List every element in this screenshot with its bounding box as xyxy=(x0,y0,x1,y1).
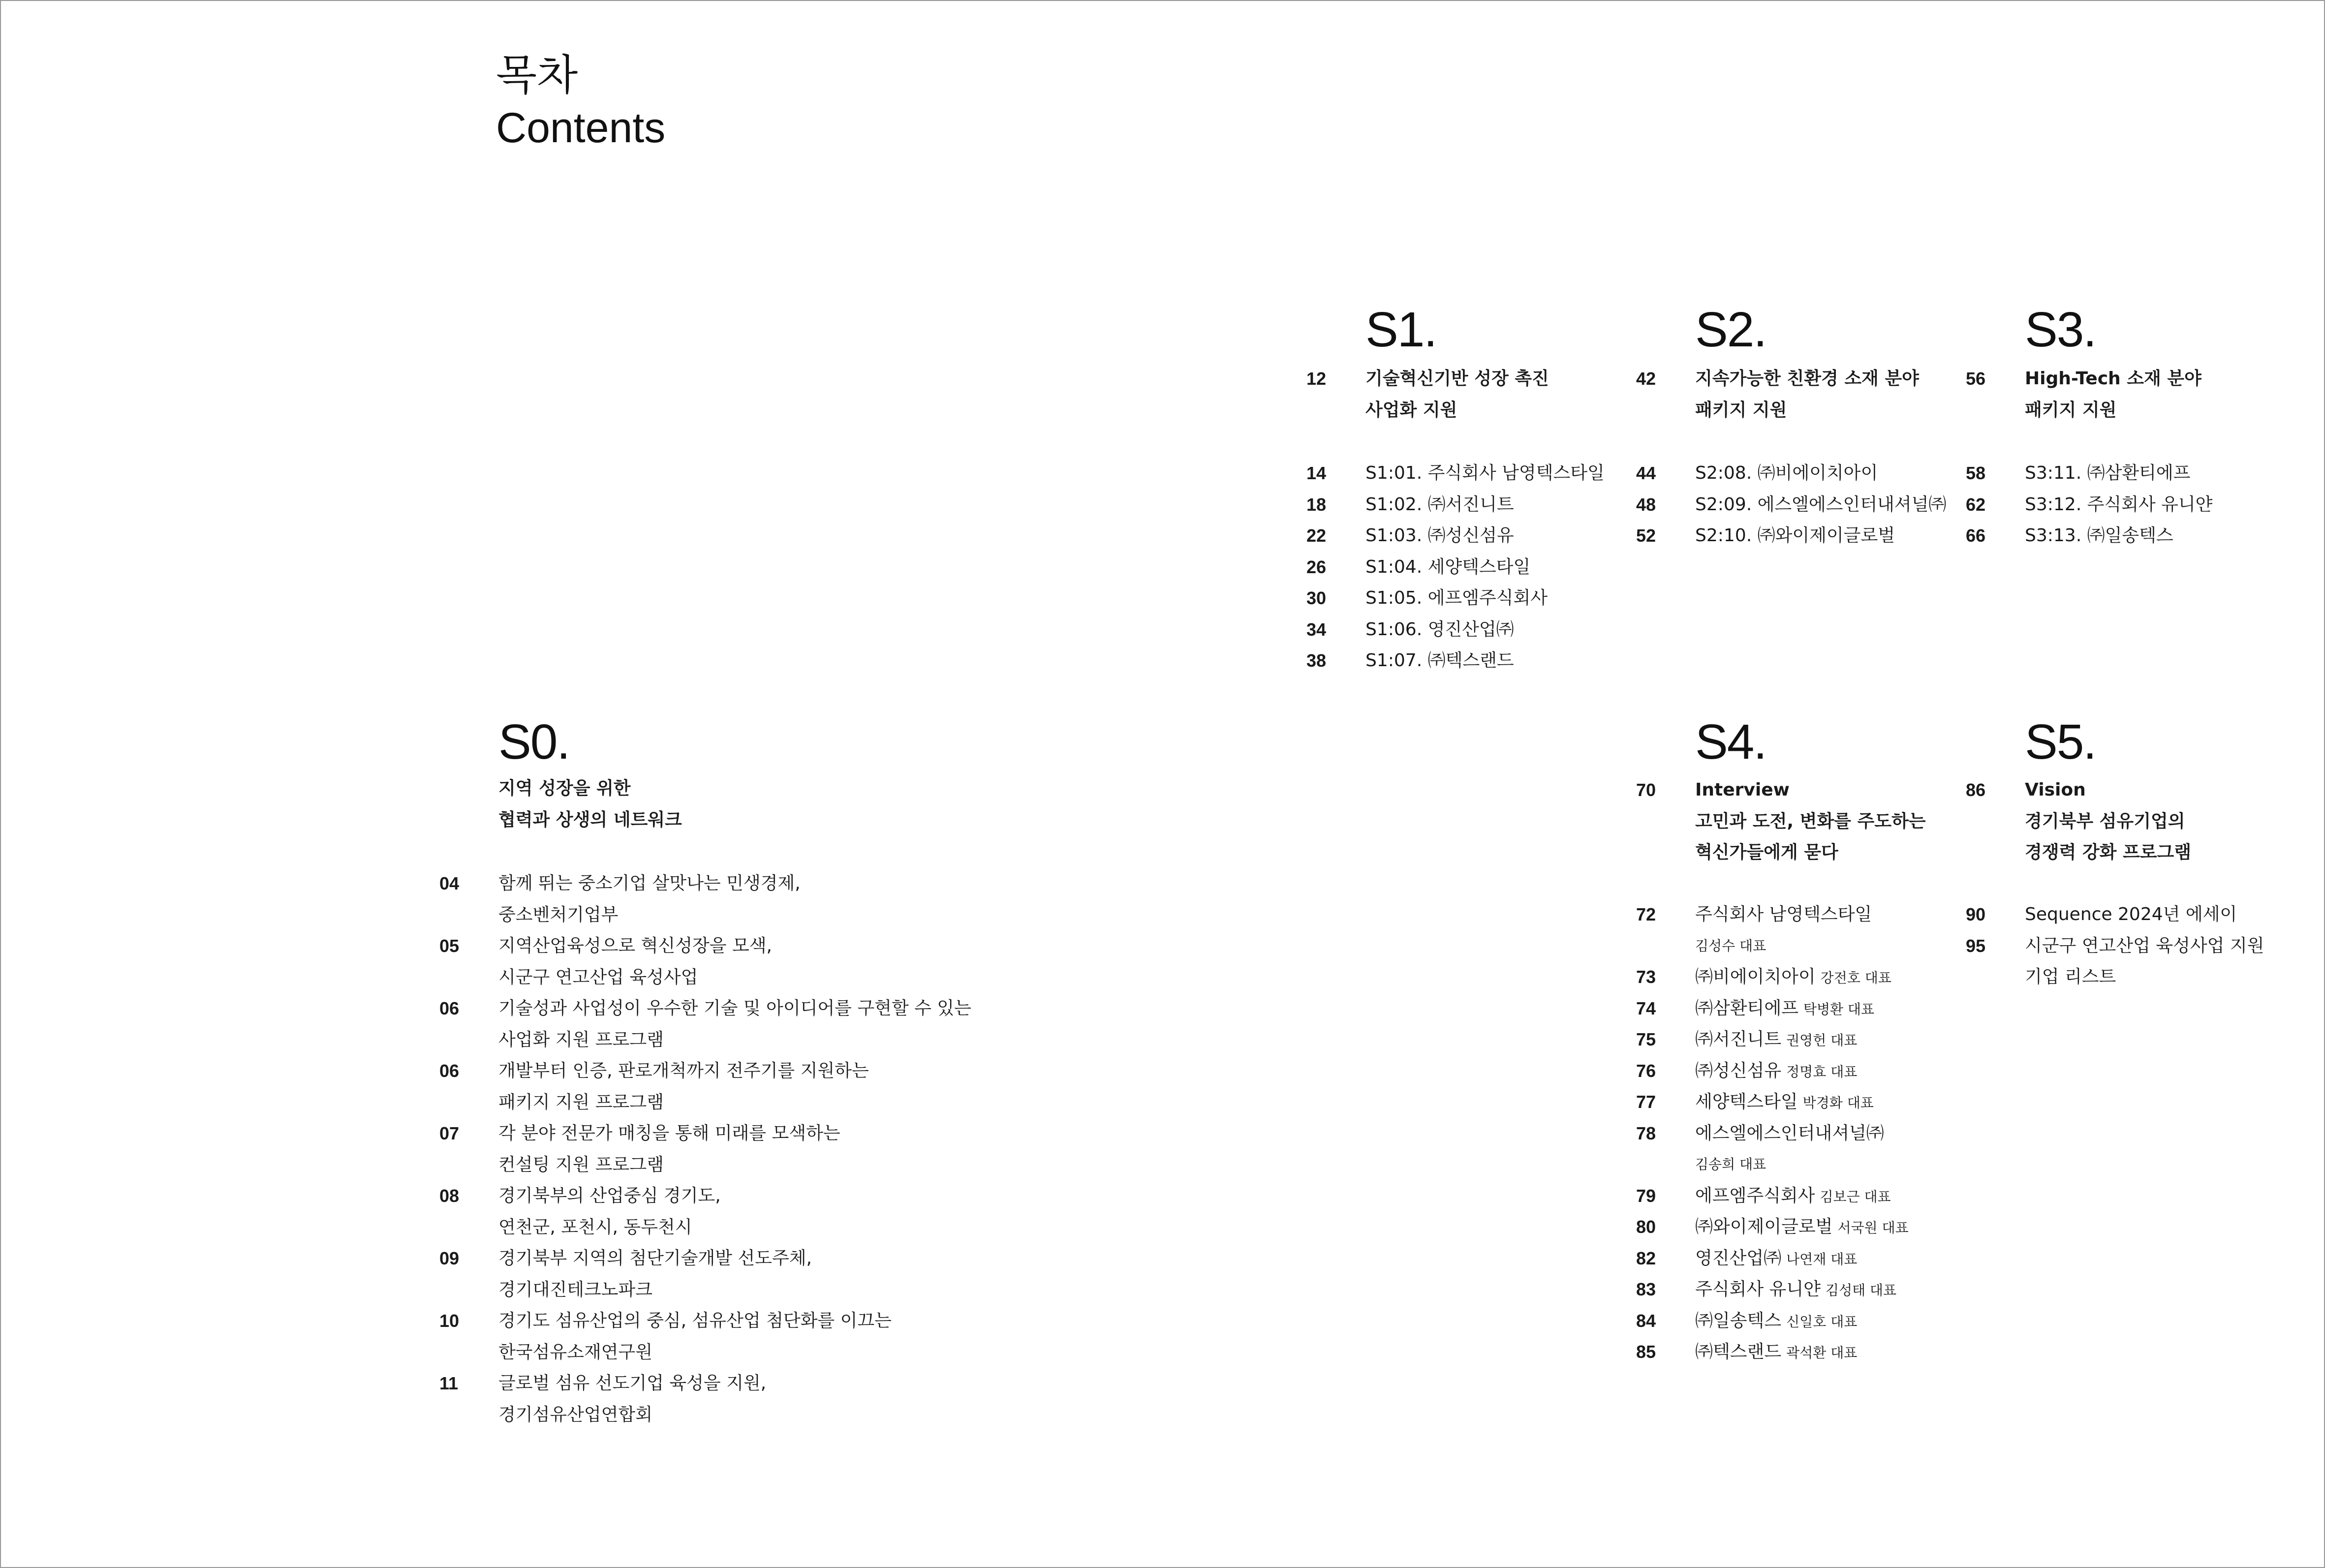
toc-entry-representative: 김보근 대표 xyxy=(1820,1188,1891,1205)
section-title-line xyxy=(1636,395,1981,426)
toc-entry-label: 경기북부의 산업중심 경기도, xyxy=(498,1186,721,1206)
toc-entry-text xyxy=(1365,645,1514,676)
section-title-text: 패키지 지원 xyxy=(2025,400,2117,420)
toc-entry[interactable] xyxy=(1306,645,1848,676)
toc-entry[interactable] xyxy=(1966,458,2325,489)
toc-page-number: 48 xyxy=(1636,494,1656,515)
section-items xyxy=(1966,899,2325,993)
toc-page-number: 74 xyxy=(1636,998,1656,1018)
toc-entry[interactable] xyxy=(1966,899,2325,930)
section-items xyxy=(1966,458,2325,552)
toc-entry-text xyxy=(2025,961,2116,993)
toc-entry-label: ㈜삼환티에프 xyxy=(1695,998,1798,1018)
toc-entry-label: 세양텍스타일 xyxy=(1695,1092,1798,1112)
toc-entry-text xyxy=(1695,1055,1857,1088)
toc-entry[interactable] xyxy=(1636,1180,2177,1212)
section-title-text: 지속가능한 친환경 소재 분야 xyxy=(1695,369,1919,389)
toc-page-number: 84 xyxy=(1636,1310,1656,1331)
toc-entry-representative: 강전호 대표 xyxy=(1820,970,1891,986)
toc-entry-text xyxy=(498,1118,840,1149)
toc-entry-label: 함께 뛰는 중소기업 살맛나는 민생경제, xyxy=(498,873,801,893)
toc-entry-representative: 권영헌 대표 xyxy=(1786,1032,1858,1048)
toc-page-number: 14 xyxy=(1306,463,1327,483)
toc-entry[interactable] xyxy=(1306,583,1848,614)
toc-entry-text xyxy=(1695,993,1874,1025)
toc-page-number: 80 xyxy=(1636,1217,1656,1237)
toc-page-number: 82 xyxy=(1636,1248,1656,1268)
toc-entry-text xyxy=(1365,552,1530,583)
toc-entry-label: 영진산업㈜ xyxy=(1695,1248,1782,1268)
toc-entry[interactable] xyxy=(1636,1336,2177,1368)
toc-entry[interactable] xyxy=(1636,1274,2177,1305)
toc-entry-text xyxy=(1695,1274,1896,1306)
section-title-line xyxy=(1306,395,1651,426)
toc-page-number: 66 xyxy=(1966,525,1986,546)
toc-entry[interactable] xyxy=(1636,1118,2177,1149)
toc-entry-text xyxy=(2025,458,2190,489)
toc-entry-text xyxy=(498,1212,692,1243)
toc-entry[interactable] xyxy=(1636,1055,2177,1087)
toc-entry[interactable] xyxy=(1306,614,1848,646)
section-heading: S3. xyxy=(2025,302,2096,357)
toc-page-number: 06 xyxy=(439,1061,460,1081)
toc-entry-label: S1:02. ㈜서진니트 xyxy=(1365,494,1514,515)
toc-entry-text xyxy=(2025,899,2237,930)
toc-entry[interactable] xyxy=(439,1243,981,1274)
toc-entry-text xyxy=(1695,1118,1884,1149)
toc-entry-representative: 김송희 대표 xyxy=(1695,1156,1767,1172)
toc-entry-text xyxy=(1365,458,1605,489)
toc-entry-continuation[interactable] xyxy=(439,1087,981,1118)
section-title xyxy=(1306,363,1651,426)
toc-entry-label: ㈜성신섬유 xyxy=(1695,1060,1782,1081)
toc-entry-continuation[interactable] xyxy=(439,1399,981,1431)
toc-entry-text xyxy=(1695,1211,1909,1244)
toc-entry[interactable] xyxy=(1966,489,2325,521)
toc-entry-label: 각 분야 전문가 매칭을 통해 미래를 모색하는 xyxy=(498,1123,840,1143)
toc-entry-label: 주식회사 남영텍스타일 xyxy=(1695,904,1872,924)
section-page-number: 42 xyxy=(1636,369,1656,389)
section-title-text: High-Tech 소재 분야 xyxy=(2025,369,2201,389)
section-title-line xyxy=(439,773,784,804)
toc-entry-text xyxy=(1365,583,1548,614)
title-korean: 목차 xyxy=(496,52,578,99)
section-heading: S2. xyxy=(1695,302,1767,357)
section-title-line xyxy=(1966,774,2310,806)
section-title-text: 협력과 상생의 네트워크 xyxy=(498,809,682,830)
section-page-number: 56 xyxy=(1966,369,1986,389)
toc-entry[interactable] xyxy=(1636,1024,2177,1055)
toc-entry-text xyxy=(2025,930,2264,962)
toc-entry-label: 한국섬유소재연구원 xyxy=(498,1342,652,1362)
toc-entry-representative: 탁병환 대표 xyxy=(1803,1001,1875,1017)
section-title-line xyxy=(439,804,784,836)
toc-entry[interactable] xyxy=(439,993,981,1024)
toc-entry-text xyxy=(1695,1243,1857,1275)
toc-entry-label: 지역산업육성으로 혁신성장을 모색, xyxy=(498,936,772,956)
toc-entry-label: 시군구 연고산업 육성사업 xyxy=(498,967,698,987)
toc-page-number: 85 xyxy=(1636,1342,1656,1362)
toc-entry[interactable] xyxy=(1636,1305,2177,1337)
toc-entry[interactable] xyxy=(439,1180,981,1212)
toc-page-number: 09 xyxy=(439,1248,460,1268)
toc-entry-text xyxy=(498,993,971,1024)
toc-entry-label: Sequence 2024년 에세이 xyxy=(2025,904,2237,924)
page-title xyxy=(496,49,665,154)
toc-entry-text xyxy=(1365,614,1514,646)
toc-entry-text xyxy=(1695,489,1946,521)
toc-entry-label: ㈜텍스랜드 xyxy=(1695,1342,1782,1362)
toc-entry-label: 개발부터 인증, 판로개척까지 전주기를 지원하는 xyxy=(498,1061,869,1081)
section-title xyxy=(1636,774,1981,868)
toc-entry-representative: 나연재 대표 xyxy=(1786,1251,1858,1267)
toc-page-number: 75 xyxy=(1636,1029,1656,1049)
toc-entry[interactable] xyxy=(1636,993,2177,1024)
section-title-text: 기술혁신기반 성장 촉진 xyxy=(1365,369,1549,389)
toc-entry[interactable] xyxy=(1966,930,2325,962)
toc-entry-text xyxy=(498,1055,869,1087)
toc-entry-label: ㈜비에이치아이 xyxy=(1695,967,1816,987)
toc-entry-continuation[interactable] xyxy=(439,1212,981,1243)
toc-entry-text xyxy=(498,1305,892,1337)
toc-page-number: 62 xyxy=(1966,494,1986,515)
section-page-number: 12 xyxy=(1306,369,1327,389)
toc-page-number: 05 xyxy=(439,936,460,956)
toc-page-number: 26 xyxy=(1306,556,1327,577)
toc-page-number: 83 xyxy=(1636,1279,1656,1299)
toc-entry-text xyxy=(2025,520,2173,552)
section-title xyxy=(439,773,784,835)
toc-entry[interactable] xyxy=(1966,520,2325,552)
section-items xyxy=(439,868,981,1430)
toc-entry-label: ㈜서진니트 xyxy=(1695,1029,1782,1049)
toc-entry-text xyxy=(498,962,698,993)
toc-entry-continuation[interactable] xyxy=(439,1274,981,1306)
toc-entry-text xyxy=(498,1368,766,1399)
toc-entry-label: 주식회사 유니얀 xyxy=(1695,1279,1821,1299)
section-title-text: Vision xyxy=(2025,780,2086,800)
toc-entry-label: 패키지 지원 프로그램 xyxy=(498,1092,664,1112)
toc-entry-text xyxy=(1695,1305,1857,1338)
toc-entry-label: S1:01. 주식회사 남영텍스타일 xyxy=(1365,463,1605,483)
toc-entry-label: 경기도 섬유산업의 중심, 섬유산업 첨단화를 이끄는 xyxy=(498,1311,892,1331)
toc-entry[interactable] xyxy=(1636,1086,2177,1118)
toc-page-number: 38 xyxy=(1306,650,1327,671)
toc-entry-text xyxy=(1365,520,1514,552)
toc-entry-text xyxy=(1695,899,1872,930)
toc-entry-continuation xyxy=(1636,1149,2177,1180)
toc-entry-label: S1:03. ㈜성신섬유 xyxy=(1365,525,1514,546)
section-title-line xyxy=(1636,837,1981,868)
section-title-text: 혁신가들에게 묻다 xyxy=(1695,842,1838,862)
toc-entry[interactable] xyxy=(439,930,981,962)
toc-entry-continuation[interactable] xyxy=(439,1337,981,1368)
section-title-text: 사업화 지원 xyxy=(1365,400,1457,420)
section-heading: S4. xyxy=(1695,714,1767,769)
toc-entry-text xyxy=(498,1337,652,1368)
section-heading: S1. xyxy=(1365,302,1437,357)
toc-page-number: 52 xyxy=(1636,525,1656,546)
toc-entry-label: S3:12. 주식회사 유니얀 xyxy=(2025,494,2213,515)
toc-entry-text xyxy=(1695,1024,1857,1056)
toc-entry[interactable] xyxy=(439,1055,981,1087)
toc-entry-continuation[interactable] xyxy=(1966,961,2325,993)
toc-entry-label: 에프엠주식회사 xyxy=(1695,1185,1815,1206)
toc-page-number: 95 xyxy=(1966,935,1986,956)
toc-entry-text xyxy=(2025,489,2212,521)
toc-entry-label: 시군구 연고산업 육성사업 지원 xyxy=(2025,935,2264,956)
toc-entry-text xyxy=(498,899,618,931)
toc-entry-label: 컨설팅 지원 프로그램 xyxy=(498,1154,664,1175)
toc-entry-text xyxy=(1695,520,1895,552)
section-title-line xyxy=(1306,363,1651,395)
toc-entry[interactable] xyxy=(1306,552,1848,583)
toc-entry-text xyxy=(1695,1336,1857,1369)
toc-page-number: 34 xyxy=(1306,619,1327,640)
section-heading: S0. xyxy=(498,714,570,769)
toc-entry-text xyxy=(498,868,801,899)
section-title-text: 경쟁력 강화 프로그램 xyxy=(2025,842,2192,862)
toc-page-number: 10 xyxy=(439,1311,460,1331)
section-title xyxy=(1636,363,1981,426)
toc-entry-label: 사업화 지원 프로그램 xyxy=(498,1029,664,1050)
toc-entry-text xyxy=(1695,1180,1891,1213)
section-title-text: 패키지 지원 xyxy=(1695,400,1787,420)
toc-entry-text xyxy=(1695,458,1878,489)
toc-entry-text xyxy=(1365,489,1514,521)
toc-page-number: 72 xyxy=(1636,904,1656,924)
toc-page-number: 04 xyxy=(439,873,460,893)
section-title-text: 고민과 도전, 변화를 주도하는 xyxy=(1695,811,1926,831)
title-english: Contents xyxy=(496,104,666,152)
toc-page-number: 22 xyxy=(1306,525,1327,546)
toc-entry-label: S1:05. 에프엠주식회사 xyxy=(1365,588,1548,608)
toc-page-number: 78 xyxy=(1636,1123,1656,1143)
toc-page-number: 79 xyxy=(1636,1185,1656,1206)
section-title xyxy=(1966,774,2310,868)
toc-entry-label: S2:09. 에스엘에스인터내셔널㈜ xyxy=(1695,494,1947,515)
toc-entry-label: ㈜와이제이글로벌 xyxy=(1695,1217,1833,1237)
toc-page-number: 76 xyxy=(1636,1060,1656,1081)
section-page-number: 86 xyxy=(1966,780,1986,800)
toc-entry[interactable] xyxy=(439,1305,981,1337)
toc-entry-label: 기업 리스트 xyxy=(2025,967,2116,987)
toc-page-number: 18 xyxy=(1306,494,1327,515)
toc-page-number: 58 xyxy=(1966,463,1986,483)
toc-page-number: 77 xyxy=(1636,1092,1656,1112)
section-title-line xyxy=(1966,363,2310,395)
toc-entry-representative: 박경화 대표 xyxy=(1802,1095,1874,1111)
toc-entry-text xyxy=(1695,1086,1874,1119)
toc-entry-label: 경기대진테크노파크 xyxy=(498,1279,652,1300)
toc-entry-representative: 신일호 대표 xyxy=(1786,1313,1858,1330)
toc-entry-label: S3:13. ㈜일송텍스 xyxy=(2025,525,2173,546)
section-title-line xyxy=(1636,774,1981,806)
toc-entry-label: S1:07. ㈜텍스랜드 xyxy=(1365,650,1514,671)
toc-entry-label: S1:04. 세양텍스타일 xyxy=(1365,556,1531,577)
toc-entry[interactable] xyxy=(439,1118,981,1149)
toc-entry-text xyxy=(498,1274,652,1306)
toc-page-number: 90 xyxy=(1966,904,1986,924)
section-title-text: 지역 성장을 위한 xyxy=(498,778,631,799)
toc-entry-continuation[interactable] xyxy=(439,1024,981,1056)
toc-entry[interactable] xyxy=(439,1368,981,1399)
section-title-line xyxy=(1636,806,1981,837)
section-title-text: 경기북부 섬유기업의 xyxy=(2025,811,2185,831)
toc-entry-representative: 곽석환 대표 xyxy=(1786,1345,1858,1361)
toc-entry-label: ㈜일송텍스 xyxy=(1695,1310,1782,1331)
section-title xyxy=(1966,363,2310,426)
section-page-number: 70 xyxy=(1636,780,1656,800)
section-title-line xyxy=(1966,806,2310,837)
toc-entry-label: S2:10. ㈜와이제이글로벌 xyxy=(1695,525,1895,546)
toc-entry-continuation[interactable] xyxy=(439,962,981,993)
toc-entry-label: S3:11. ㈜삼환티에프 xyxy=(2025,463,2191,483)
toc-entry-text xyxy=(498,1399,652,1431)
toc-entry-text xyxy=(498,1180,721,1212)
toc-entry-representative: 정명효 대표 xyxy=(1786,1063,1858,1080)
toc-entry-representative: 김성태 대표 xyxy=(1825,1282,1897,1298)
toc-entry-label: 글로벌 섬유 선도기업 육성을 지원, xyxy=(498,1373,767,1393)
toc-entry-text xyxy=(498,1243,812,1274)
section-title-text: Interview xyxy=(1695,780,1790,800)
toc-entry-representative: 서국원 대표 xyxy=(1837,1220,1909,1236)
toc-page-number: 30 xyxy=(1306,588,1327,608)
toc-entry-text xyxy=(498,1024,664,1056)
toc-page-number: 73 xyxy=(1636,967,1656,987)
section-title-line xyxy=(1636,363,1981,395)
toc-entry[interactable] xyxy=(1636,1243,2177,1274)
toc-page-number: 44 xyxy=(1636,463,1656,483)
toc-entry-text xyxy=(498,1149,664,1181)
toc-entry-label: 경기북부 지역의 첨단기술개발 선도주체, xyxy=(498,1248,812,1268)
toc-page-number: 11 xyxy=(439,1373,459,1393)
toc-entry-continuation[interactable] xyxy=(439,899,981,931)
toc-entry-representative: 김성수 대표 xyxy=(1695,937,1767,954)
toc-entry-label: 연천군, 포천시, 동두천시 xyxy=(498,1217,692,1237)
toc-page-number: 08 xyxy=(439,1186,460,1206)
toc-page-number: 07 xyxy=(439,1123,460,1143)
toc-entry[interactable] xyxy=(439,868,981,899)
section-heading: S5. xyxy=(2025,714,2096,769)
toc-entry-label: 에스엘에스인터내셔널㈜ xyxy=(1695,1123,1884,1143)
toc-entry-text xyxy=(1695,961,1891,994)
section-title-line xyxy=(1966,837,2310,868)
toc-entry-label: 기술성과 사업성이 우수한 기술 및 아이디어를 구현할 수 있는 xyxy=(498,998,971,1018)
toc-entry-label: S1:06. 영진산업㈜ xyxy=(1365,619,1514,640)
toc-page-number: 06 xyxy=(439,998,460,1018)
toc-entry-text xyxy=(498,1087,664,1118)
toc-entry-label: 중소벤처기업부 xyxy=(498,904,619,925)
toc-entry-continuation[interactable] xyxy=(439,1149,981,1181)
toc-entry-label: 경기섬유산업연합회 xyxy=(498,1404,652,1425)
toc-entry[interactable] xyxy=(1636,1211,2177,1243)
section-title-line xyxy=(1966,395,2310,426)
toc-entry-text xyxy=(498,930,772,962)
toc-entry-label: S2:08. ㈜비에이치아이 xyxy=(1695,463,1878,483)
